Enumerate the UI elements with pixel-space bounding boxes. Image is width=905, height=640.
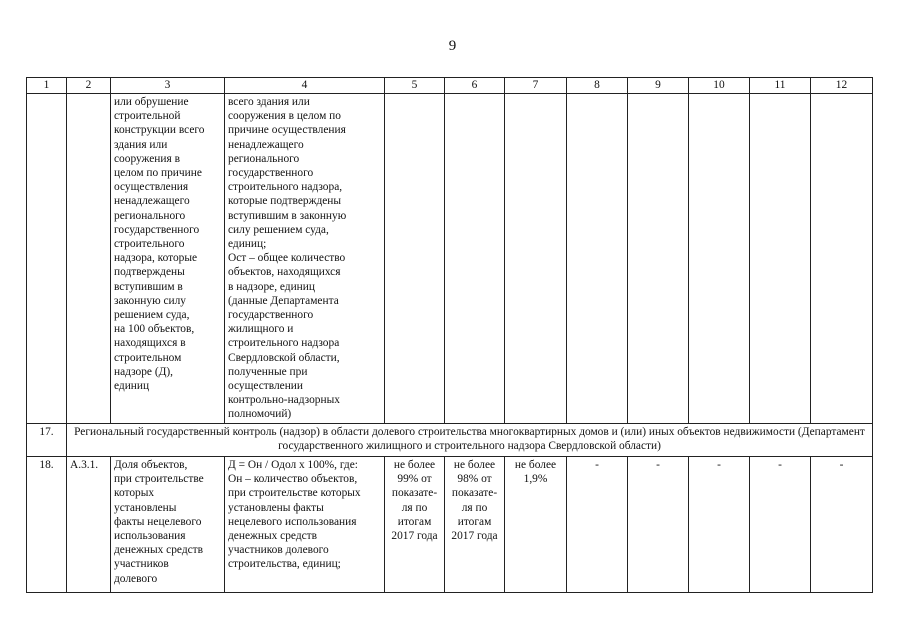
- header-cell: 2: [67, 78, 111, 94]
- row-number-cell: 18.: [27, 457, 67, 593]
- dash-cell: -: [628, 457, 689, 593]
- dash-cell: -: [811, 457, 873, 593]
- code-cell: [67, 94, 111, 424]
- formula-cell: всего здания или сооружения в целом по причине осуществления ненадлежащего регионального государственного строительного надзора, которые подтверждены вступившим в законную силу решением суда, единиц; Ост – общее количество объектов, находящихся в надзоре, единиц (данные Департамента государственного жилищного и строительного надзора Свердловской области, полученные при осуществлении контрольно-надзорных полномочий): [225, 94, 385, 424]
- value-cell: [750, 94, 811, 424]
- header-cell: 4: [225, 78, 385, 94]
- row-number-cell: [27, 94, 67, 424]
- header-cell: 6: [445, 78, 505, 94]
- indicator-cell: или обрушение строительной конструкции всего здания или сооружения в целом по причине осуществления ненадлежащего регионального государственного строительного надзора, которые подтверждены вступившим в законную силу решением суда, на 100 объектов, находящихся в строительном надзоре (Д), единиц: [111, 94, 225, 424]
- section-row: [27, 424, 873, 457]
- formula-cell: Д = Он / Одол x 100%, где: Он – количество объектов, при строительстве которых установлены факты нецелевого использования денежных средств участников долевого строительства, единиц;: [225, 457, 385, 593]
- column-number-row: [27, 78, 873, 94]
- value-cell: [445, 94, 505, 424]
- header-cell: 1: [27, 78, 67, 94]
- page-number: 9: [448, 38, 457, 54]
- target-value-cell: не более 98% от показате- ля по итогам 2017 года: [445, 457, 505, 593]
- header-cell: 5: [385, 78, 445, 94]
- dash-cell: -: [567, 457, 628, 593]
- value-cell: [811, 94, 873, 424]
- section-title: Региональный государственный контроль (надзор) в области долевого строительства многоквартирных домов и (или) иных объектов недвижимости (Департамент государственного жилищного и строительного надзора Свердловской области): [67, 424, 873, 457]
- value-cell: [567, 94, 628, 424]
- target-value-cell: не более 99% от показате- ля по итогам 2017 года: [385, 457, 445, 593]
- dash-cell: -: [689, 457, 750, 593]
- header-cell: 8: [567, 78, 628, 94]
- header-cell: 3: [111, 78, 225, 94]
- header-cell: 12: [811, 78, 873, 94]
- value-cell: [505, 94, 567, 424]
- target-value-cell: не более 1,9%: [505, 457, 567, 593]
- header-cell: 7: [505, 78, 567, 94]
- code-cell: А.3.1.: [67, 457, 111, 593]
- row-number-cell: 17.: [27, 424, 67, 457]
- value-cell: [628, 94, 689, 424]
- continued-row: [27, 94, 873, 424]
- indicator-row: [27, 457, 873, 593]
- header-cell: 11: [750, 78, 811, 94]
- value-cell: [385, 94, 445, 424]
- indicator-cell: Доля объектов, при строительстве которых установлены факты нецелевого использования денежных средств участников долевого: [111, 457, 225, 593]
- value-cell: [689, 94, 750, 424]
- dash-cell: -: [750, 457, 811, 593]
- header-cell: 10: [689, 78, 750, 94]
- indicators-table: [26, 77, 873, 593]
- header-cell: 9: [628, 78, 689, 94]
